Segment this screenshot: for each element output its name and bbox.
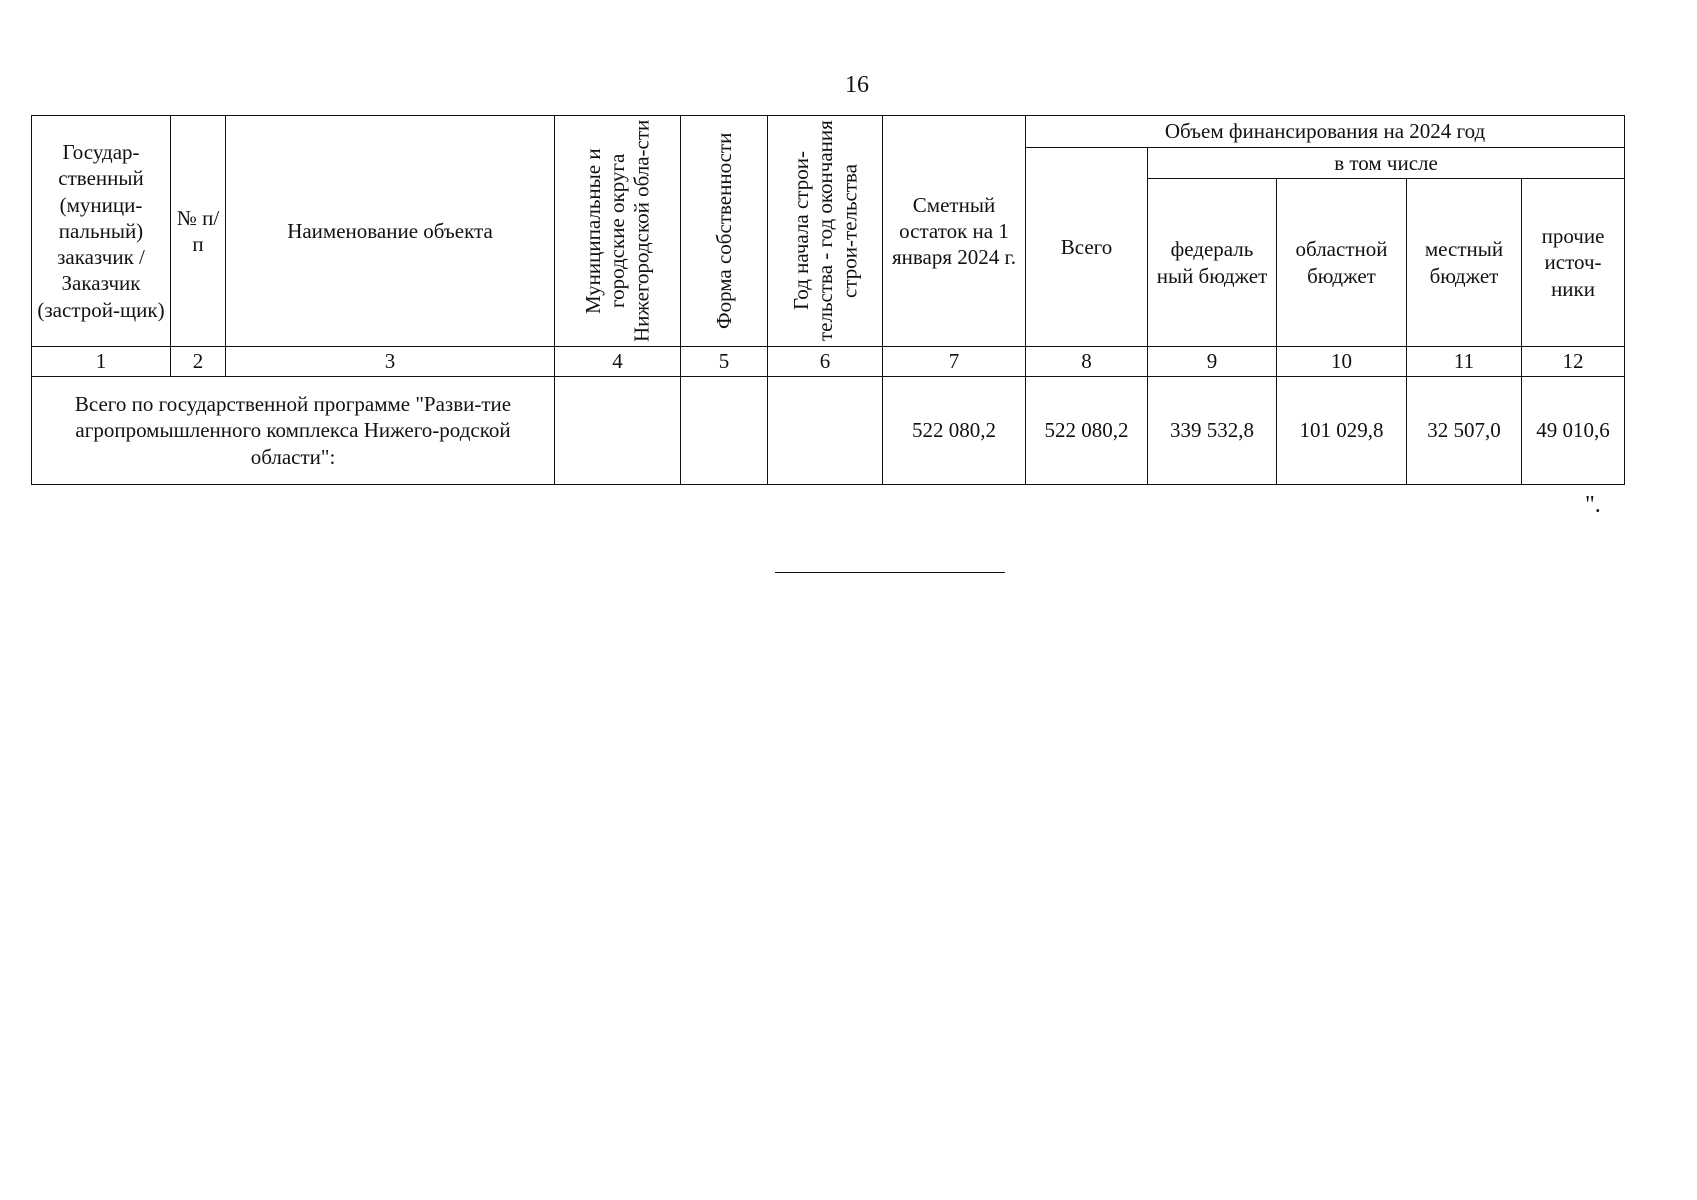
header-total: Всего [1026, 148, 1148, 347]
column-number: 5 [681, 347, 768, 377]
financing-table [31, 115, 1625, 485]
total-regional: 101 029,8 [1277, 377, 1407, 485]
program-total-row [32, 377, 1625, 485]
column-number: 2 [171, 347, 226, 377]
program-total-label: Всего по государственной программе "Разви-тие агропромышленного комплекса Нижего-родской области": [32, 377, 555, 485]
column-number: 11 [1407, 347, 1522, 377]
column-number: 7 [883, 347, 1026, 377]
column-number-row [32, 347, 1625, 377]
page-number: 16 [845, 72, 869, 98]
column-number: 6 [768, 347, 883, 377]
header-municipalities [555, 116, 681, 347]
column-number: 8 [1026, 347, 1148, 377]
header-customer: Государ-ственный (муници-пальный) заказчик / Заказчик (застрой-щик) [32, 116, 171, 347]
header-municipalities-text: Муниципальные и городские округа Нижегородской обла-сти [581, 119, 654, 343]
column-number: 10 [1277, 347, 1407, 377]
column-number: 9 [1148, 347, 1277, 377]
total-years-cell [768, 377, 883, 485]
column-number: 12 [1522, 347, 1625, 377]
total-federal: 339 532,8 [1148, 377, 1277, 485]
header-years [768, 116, 883, 347]
header-funding-group: Объем финансирования на 2024 год [1026, 116, 1625, 148]
header-local: местный бюджет [1407, 179, 1522, 347]
header-estimate-balance: Сметный остаток на 1 января 2024 г. [883, 116, 1026, 347]
column-number: 4 [555, 347, 681, 377]
header-index: № п/п [171, 116, 226, 347]
total-other: 49 010,6 [1522, 377, 1625, 485]
header-federal: федераль ный бюджет [1148, 179, 1277, 347]
total-local: 32 507,0 [1407, 377, 1522, 485]
column-number: 3 [226, 347, 555, 377]
header-other: прочие источ-ники [1522, 179, 1625, 347]
closing-quote: ". [1585, 492, 1601, 518]
total-estimate-balance: 522 080,2 [883, 377, 1026, 485]
header-including: в том числе [1148, 148, 1625, 179]
header-years-text: Год начала строи-тельства - год окончания строи-тельства [788, 120, 862, 342]
header-ownership-text: Форма собственности [711, 132, 736, 330]
total-all-sources: 522 080,2 [1026, 377, 1148, 485]
header-object-name: Наименование объекта [226, 116, 555, 347]
total-ownership-cell [681, 377, 768, 485]
header-ownership [681, 116, 768, 347]
total-municipalities-cell [555, 377, 681, 485]
end-divider [775, 572, 1005, 573]
column-number: 1 [32, 347, 171, 377]
header-regional: областной бюджет [1277, 179, 1407, 347]
